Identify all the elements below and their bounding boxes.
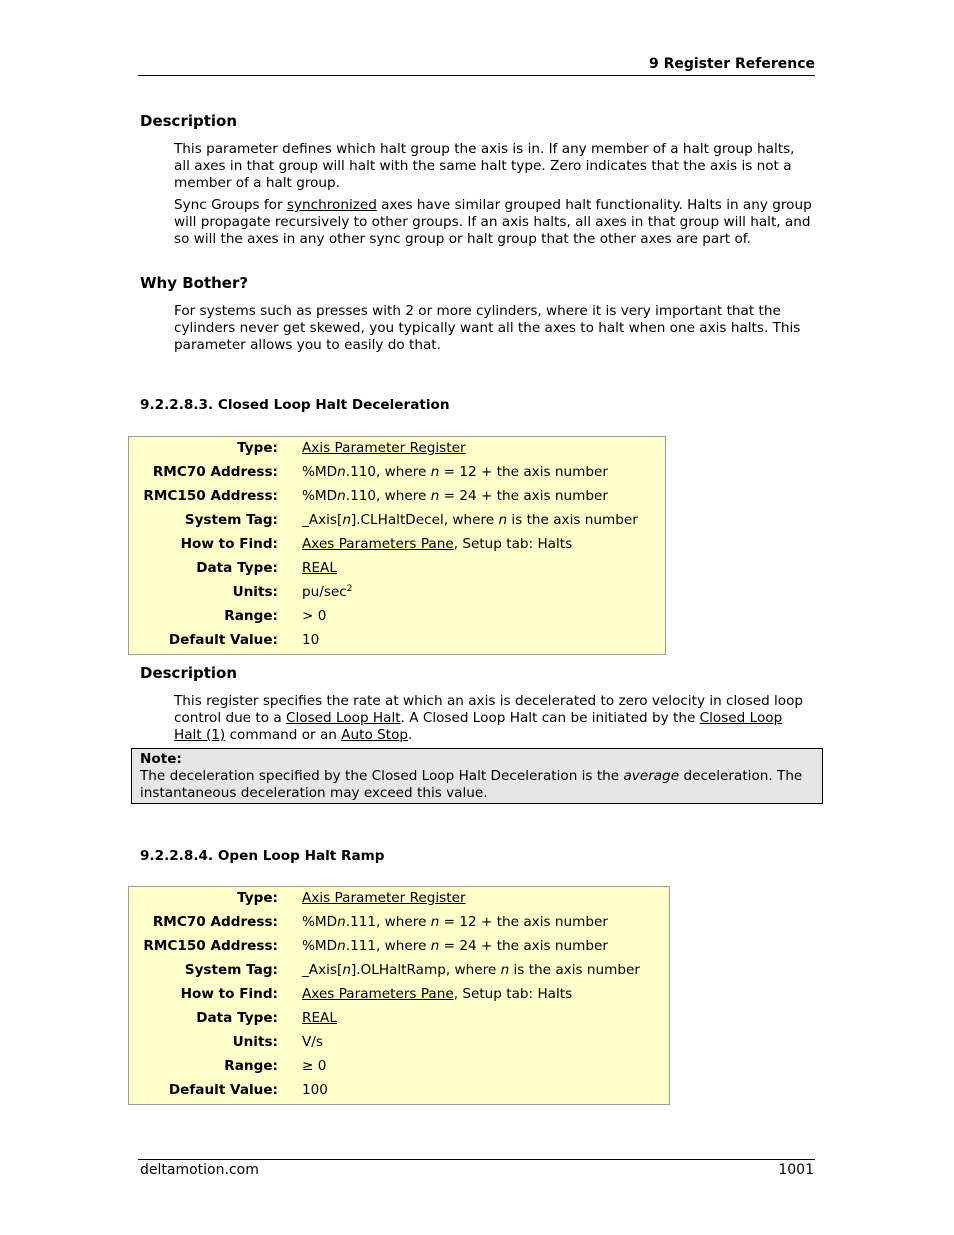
system-tag-value: _Axis[n].CLHaltDecel, where n is the axis number: [302, 512, 638, 528]
closed-loop-halt-link[interactable]: Closed Loop Halt: [286, 710, 401, 726]
units-label: Units:: [232, 1034, 278, 1050]
units-value: V/s: [302, 1034, 323, 1050]
why-bother-paragraph: For systems such as presses with 2 or more cylinders, where it is very important that the cylinders never get skewed, you typically want all the axes to halt when one axis halts. This parameter allows you to easily do that.: [174, 303, 801, 353]
real-link[interactable]: REAL: [302, 560, 337, 576]
how-to-find-value: Axes Parameters Pane, Setup tab: Halts: [302, 536, 573, 552]
note-text: The deceleration specified by the Closed Loop Halt Deceleration is the average deceleration. The instantaneous deceleration may exceed this value.: [140, 768, 803, 801]
olhr-heading: 9.2.2.8.4. Open Loop Halt Ramp: [140, 848, 385, 864]
axis-parameter-register-link[interactable]: Axis Parameter Register: [302, 440, 466, 456]
page-number: 1001: [778, 1162, 814, 1178]
olhr-row-default: [129, 1079, 669, 1103]
clhd-row-default: [129, 629, 665, 653]
default-value-label: Default Value:: [168, 632, 278, 648]
units-value: $pu/\sec^2$: [302, 584, 353, 600]
olhr-row-range: [129, 1055, 669, 1079]
description-paragraph-1: This parameter defines which halt group the axis is in. If any member of a halt group halts, all axes in that group will halt with the same halt type. Zero indicates that the axis is not a member of a halt group.: [174, 141, 795, 191]
range-value: > 0: [302, 608, 327, 624]
header-rule: [138, 75, 815, 76]
clhd-description-paragraph: This register specifies the rate at which an axis is decelerated to zero velocity in closed loop control due to a Closed Loop Halt. A Closed Loop Halt can be initiated by the Closed Loop Halt (1) command or an Auto Stop.: [174, 693, 804, 743]
clhd-register-table: [128, 436, 666, 655]
footer-rule: [138, 1159, 815, 1160]
note-title: Note:: [140, 751, 182, 767]
system-tag-value: _Axis[n].OLHaltRamp, where n is the axis number: [302, 962, 640, 978]
olhr-row-type: [129, 887, 669, 911]
axes-parameters-pane-link[interactable]: Axes Parameters Pane: [302, 986, 454, 1002]
default-value: 100: [302, 1082, 328, 1098]
description-heading: Description: [140, 112, 238, 130]
rmc150-label: RMC150 Address:: [143, 488, 278, 504]
range-label: Range:: [224, 1058, 278, 1074]
how-to-find-label: How to Find:: [180, 986, 278, 1002]
clhd-row-dtype: [129, 557, 665, 581]
olhr-row-units: [129, 1031, 669, 1055]
rmc70-label: RMC70 Address:: [152, 464, 278, 480]
clhd-row-find: [129, 533, 665, 557]
olhr-row-dtype: [129, 1007, 669, 1031]
olhr-row-rmc150: [129, 935, 669, 959]
data-type-label: Data Type:: [196, 560, 278, 576]
closed-loop-halt-command-link[interactable]: Closed Loop Halt (1): [174, 710, 783, 743]
clhd-row-tag: [129, 509, 665, 533]
range-value: ≥ 0: [302, 1058, 327, 1074]
rmc70-address-value: %MDn.110, where n = 12 + the axis number: [302, 464, 608, 480]
how-to-find-label: How to Find:: [180, 536, 278, 552]
axis-parameter-register-link[interactable]: Axis Parameter Register: [302, 890, 466, 906]
rmc70-label: RMC70 Address:: [152, 914, 278, 930]
system-tag-label: System Tag:: [184, 962, 278, 978]
units-label: Units:: [232, 584, 278, 600]
clhd-row-rmc70: [129, 461, 665, 485]
clhd-row-units: [129, 581, 665, 605]
why-bother-heading: Why Bother?: [140, 274, 249, 292]
rmc150-address-value: %MDn.111, where n = 24 + the axis number: [302, 938, 608, 954]
clhd-heading: 9.2.2.8.3. Closed Loop Halt Deceleration: [140, 397, 450, 413]
synchronized-link[interactable]: synchronized: [286, 197, 377, 213]
type-label: Type:: [237, 440, 278, 456]
range-label: Range:: [224, 608, 278, 624]
clhd-row-rmc150: [129, 485, 665, 509]
footer-site: deltamotion.com: [140, 1162, 259, 1178]
default-value: 10: [302, 632, 320, 648]
description-paragraph-2: Sync Groups for synchronized axes have similar grouped halt functionality. Halts in any group will propagate recursively to other groups. If an axis halts, all axes in that group will halt, and so will the axes in any other sync group or halt group that the other axes are part of.: [174, 197, 812, 247]
default-value-label: Default Value:: [168, 1082, 278, 1098]
olhr-register-table: [128, 886, 670, 1105]
olhr-row-tag: [129, 959, 669, 983]
rmc150-label: RMC150 Address:: [143, 938, 278, 954]
note-box: [131, 748, 823, 804]
auto-stop-link[interactable]: Auto Stop: [341, 727, 409, 743]
real-link[interactable]: REAL: [302, 1010, 337, 1026]
rmc150-address-value: %MDn.110, where n = 24 + the axis number: [302, 488, 608, 504]
data-type-label: Data Type:: [196, 1010, 278, 1026]
system-tag-label: System Tag:: [184, 512, 278, 528]
clhd-row-range: [129, 605, 665, 629]
running-head: 9 Register Reference: [648, 56, 815, 72]
how-to-find-value: Axes Parameters Pane, Setup tab: Halts: [302, 986, 573, 1002]
rmc70-address-value: %MDn.111, where n = 12 + the axis number: [302, 914, 608, 930]
olhr-row-rmc70: [129, 911, 669, 935]
axes-parameters-pane-link[interactable]: Axes Parameters Pane: [302, 536, 454, 552]
clhd-row-type: [129, 437, 665, 461]
type-label: Type:: [237, 890, 278, 906]
olhr-row-find: [129, 983, 669, 1007]
clhd-description-heading: Description: [140, 664, 238, 682]
